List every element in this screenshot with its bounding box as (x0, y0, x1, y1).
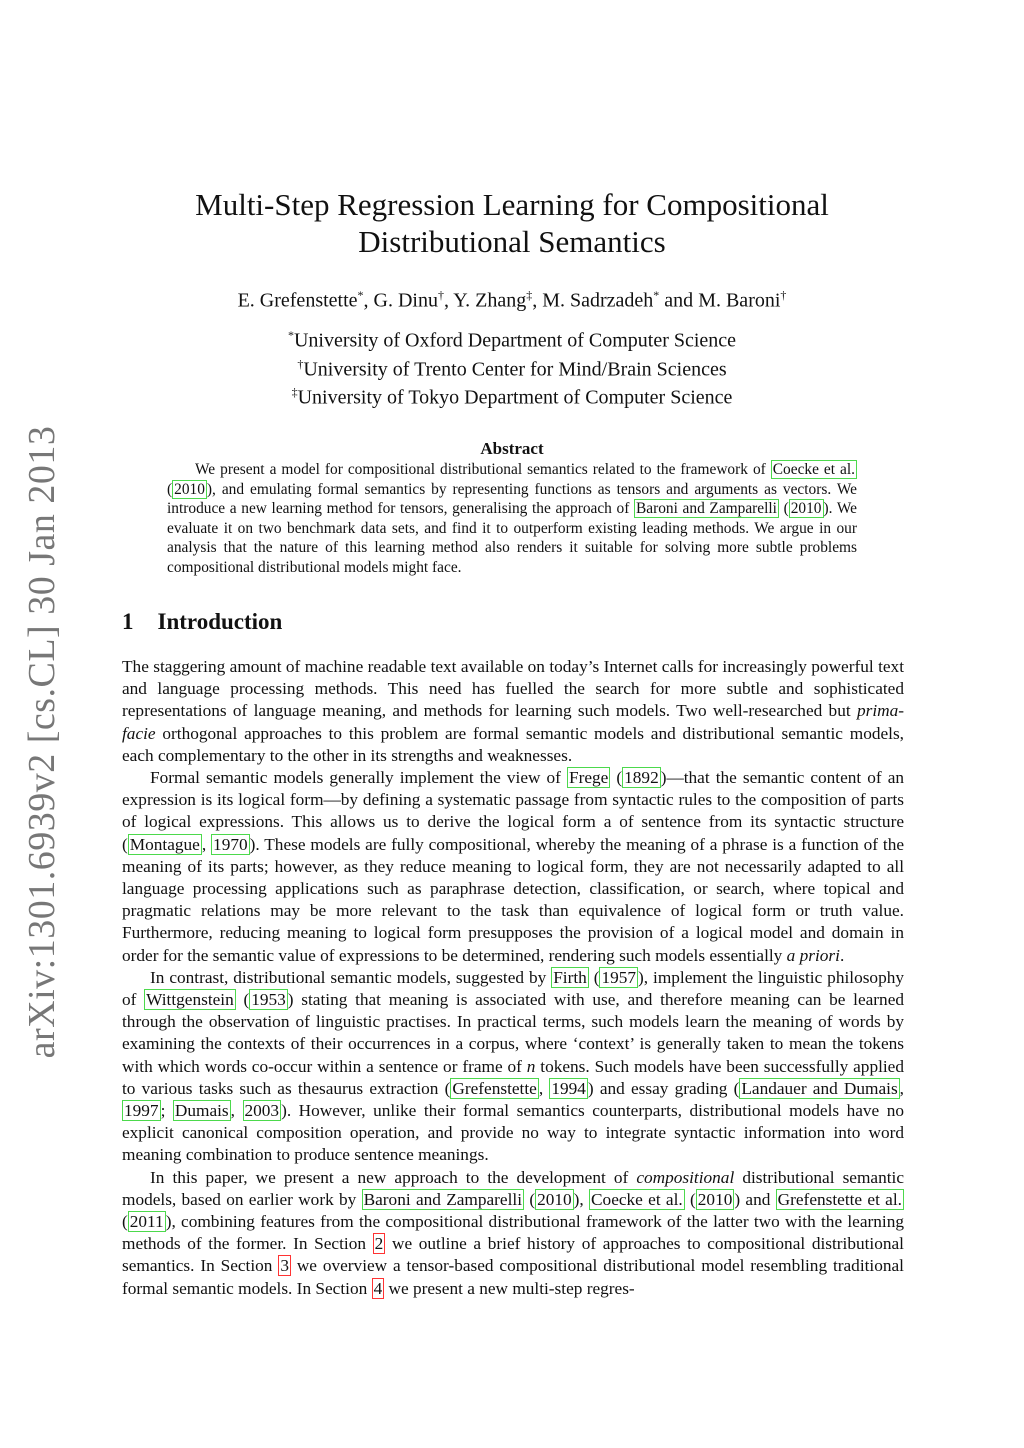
citation-year-link[interactable]: 2011 (129, 1212, 164, 1232)
citation-year-link[interactable]: 2010 (537, 1189, 572, 1209)
citation-year-link[interactable]: 1970 (213, 834, 248, 854)
author-3: Y. Zhang (453, 289, 527, 312)
author-2: G. Dinu (373, 289, 438, 312)
author-1: E. Grefenstette (237, 289, 358, 312)
section-ref-link[interactable]: 4 (373, 1278, 383, 1298)
abstract-heading: Abstract (480, 439, 544, 458)
citation-link[interactable]: Wittgenstein (146, 990, 234, 1010)
body-text (122, 656, 904, 1300)
citation-year-link[interactable]: 2010 (174, 480, 205, 498)
citation-link[interactable]: Dumais (174, 1101, 229, 1121)
abstract-text: We present a model for compositional distributional semantics related to the framework of Coecke et al. ( 2010 ), and emulating formal semantics by representing functions as tensors and arguments as vectors. We introduce a new learning method for tensors, generalising the approach of Baroni and Zamparelli ( 2010 ). We evaluate it on two benchmark data sets, and find it to outperform existing leading methods. We argue in our analysis that the nature of this learning method also renders it suitable for solving more subtle problems compositional distributional models might face. (167, 461, 857, 576)
section-title: Introduction (157, 609, 283, 634)
section-number: 1 (122, 609, 134, 634)
citation-year-link[interactable]: 2010 (790, 500, 822, 518)
section-ref-link[interactable]: 3 (280, 1256, 289, 1276)
citation-year-link[interactable]: 1957 (601, 967, 637, 987)
affiliation: ‡University of Tokyo Department of Computer Science (291, 385, 733, 409)
paragraph: The staggering amount of machine readable text available on today’s Internet calls for increasingly powerful text and language processing methods. This need has fuelled the search for more subtle and sophisticated representations of language meaning, and methods for learning such models. Two well-researched but prima-facie orthogonal approaches to this problem are formal semantic models and distributional semantic models, each complementary to the other in its strengths and weaknesses. (122, 657, 904, 765)
citation-link[interactable]: Baroni and Zamparelli (363, 1189, 523, 1209)
citation-link[interactable]: Frege (568, 768, 609, 788)
arxiv-side-stamp: arXiv:1301.6939v2 [cs.CL] 30 Jan 2013 (21, 425, 63, 1059)
citation-year-link[interactable]: 1994 (551, 1078, 586, 1098)
affiliation: †University of Trento Center for Mind/Brain Sciences (297, 356, 727, 381)
paragraph: In contrast, distributional semantic models, suggested by Firth ( 1957 ), implement the linguistic philosophy of Wittgenstein ( 1953 ) stating that meaning is associated with use, and therefore meaning can be learned through the observation of linguistic practises. In practical terms, such models learn the meaning of words by examining the contexts of their occurrences in a corpus, where ‘context’ is generally taken to mean the tokens with which words co-occur within a sentence or frame of n tokens. Such models have been successfully applied to various tasks such as thesaurus extraction ( Grefenstette , 1994 ) and essay grading ( Landauer and Dumais , 1997 ; Dumais , 2003 ). However, unlike their formal semantics counterparts, distributional models have no explicit canonical composition operation, and provide no way to integrate syntactic information into word meaning combination to produce sentence meanings. (122, 967, 905, 1165)
citation-link[interactable]: Landauer and Dumais (741, 1078, 898, 1098)
citation-year-link[interactable]: 1997 (124, 1101, 159, 1121)
paper-title: Multi-Step Regression Learning for Compositional Distributional Semantics (195, 187, 829, 259)
citation-link[interactable]: Montague (129, 834, 200, 854)
author-list: E. Grefenstette*, G. Dinu†, Y. Zhang‡, M. Sadrzadeh* and M. Baroni† (237, 288, 787, 312)
citation-year-link[interactable]: 1953 (251, 990, 286, 1010)
author-5: M. Baroni (698, 289, 781, 312)
citation-link[interactable]: Baroni and Zamparelli (636, 500, 777, 518)
paragraph: Formal semantic models generally implement the view of Frege ( 1892 )—that the semantic content of an expression is its logical form—by defining a systematic passage from syntactic rules to the composition of parts of logical expressions. This allows us to derive the logical form a of sentence from its syntactic structure ( Montague , 1970 ). These models are fully compositional, whereby the meaning of a phrase is a function of the meaning of its parts; however, as they reduce meaning to logical form, they are not necessarily adapted to all language processing applications such as paraphrase detection, classification, or search, where topical and pragmatic relations may be more relevant to the task than equivalence of logical form or truth value. Furthermore, reducing meaning to logical form presupposes the provision of a logical model and domain in order for the semantic value of expressions to be determined, rendering such models essentially a priori. (122, 768, 905, 965)
author-4: M. Sadrzadeh (542, 289, 654, 312)
citation-link[interactable]: Grefenstette et al. (777, 1189, 902, 1209)
section-ref-link[interactable]: 2 (374, 1234, 384, 1254)
citation-link[interactable]: Coecke et al. (772, 461, 855, 478)
citation-year-link[interactable]: 2010 (697, 1189, 733, 1209)
citation-year-link[interactable]: 1892 (624, 768, 659, 788)
citation-link[interactable]: Firth (553, 967, 587, 987)
citation-link[interactable]: Coecke et al. (591, 1189, 683, 1209)
citation-link[interactable]: Grefenstette (452, 1078, 537, 1098)
paragraph: In this paper, we present a new approach to the development of compositional distributional semantic models, based on earlier work by Baroni and Zamparelli ( 2010 ), Coecke et al. ( 2010 ) and Grefenstette et al. ( 2011 ), combining features from the compositional distributional framework of the latter two with the learning methods of the former. In Section 2 we outline a brief history of approaches to compositional distributional semantics. In Section 3 we overview a tensor-based compositional distributional model resembling traditional formal semantic models. In Section 4 we present a new multi-step regres- (122, 1167, 904, 1298)
citation-year-link[interactable]: 2003 (244, 1101, 280, 1121)
section-heading (122, 609, 282, 635)
affiliation: *University of Oxford Department of Computer Science (287, 328, 737, 352)
affiliation-list (110, 324, 914, 410)
